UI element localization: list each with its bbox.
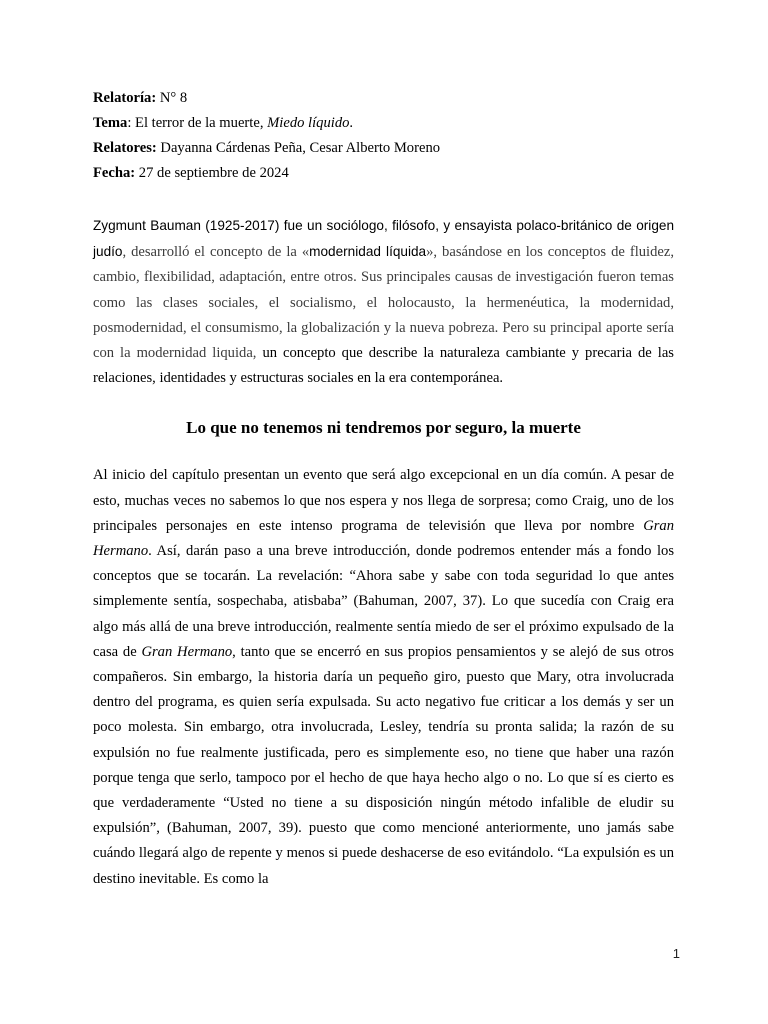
relatores-label: Relatores: [93,140,157,156]
body-run-5: , tanto que se encerró en sus propios pensamientos y se alejó de sus otros compañeros. Sin embargo, la historia daría un pequeño giro, puesto que Mary, otra involucrada dentro del programa, es quien sería expulsada. Su acto negativo fue criticar a los demás y ser un poco molesta. Sin embargo, otra involucrada, Lesley, tendría su pronta salida; la razón de su expulsión no fue realmente justificada, pero es simplemente eso, no tiene que haber una razón porque tenga que serlo, tampoco por el hecho de que haya hecho algo o no. Lo que sí es cierto es que verdaderamente “Usted no tiene a su disposición ningún método infalible de eludir su expulsión”, (Bahuman, 2007, 39). puesto que como mencioné anteriormente, uno jamás sabe cuándo llegará algo de repente y menos si puede deshacerse de eso evitándolo. “La expulsión es un destino inevitable. Es como la [93,643,674,887]
relatoria-value: N° 8 [156,90,188,106]
tema-text: : El terror de la muerte, [127,115,268,131]
fecha-label: Fecha: [93,165,136,181]
body-italic-1: Gran Hermano [93,517,674,560]
body-paragraph [93,463,674,891]
fecha-value: 27 de septiembre de 2024 [135,165,289,181]
tema-label: Tema [93,115,128,131]
document-page [93,86,674,892]
page-number: 1 [672,946,680,961]
relatoria-label: Relatoría: [93,90,157,106]
intro-run-4: », basándose en los conceptos de fluidez, cambio, flexibilidad, adaptación, entre otros. Sus principales causas de investigación fueron temas como las clases sociales, el socialismo, el holocausto, la hermenéutica, la modernidad, posmodernidad, el consumismo, la globalización y la nueva pobreza. Pero su principal aporte sería con la modernidad liquida, [93,244,674,362]
fecha-line [93,161,674,186]
intro-run-1: Zygmunt Bauman (1925-2017) fue un sociólogo, filósofo, y ensayista polaco-británico de origen judío [93,218,674,260]
tema-line [93,111,674,136]
body-italic-2: Gran Hermano [141,643,233,660]
body-run-3: . Así, darán paso a una breve introducción, donde podremos entender más a fondo los conceptos que se tocarán. La revelación: “Ahora sabe y sabe con toda seguridad lo que antes simplemente sentía, sospechaba, atisbaba” (Bahuman, 2007, 37). Lo que sucedía con Craig era algo más allá de una breve introducción, realmente sentía miedo de ser el próximo expulsado de la casa de [93,543,674,660]
relatores-value: Dayanna Cárdenas Peña, Cesar Alberto Moreno [156,140,441,156]
relatoria-line [93,86,674,111]
intro-run-3: modernidad líquida [309,244,427,260]
intro-run-5: un concepto que describe la naturaleza cambiante y precaria de las relaciones, identidades y estructuras sociales en la era contemporánea. [93,345,674,387]
intro-run-2: , desarrolló el concepto de la « [122,244,310,261]
tema-italic: Miedo líquido [267,115,350,131]
body-run-1: Al inicio del capítulo presentan un evento que será algo excepcional en un día común. A pesar de esto, muchas veces no sabemos lo que nos espera y nos llega de sorpresa; como Craig, uno de los principales personajes en este intenso programa de televisión que lleva por nombre [93,467,674,534]
intro-paragraph [93,213,674,391]
section-heading: Lo que no tenemos ni tendremos por seguro, la muerte [186,418,581,438]
relatores-line [93,136,674,161]
tema-end: . [349,115,354,131]
